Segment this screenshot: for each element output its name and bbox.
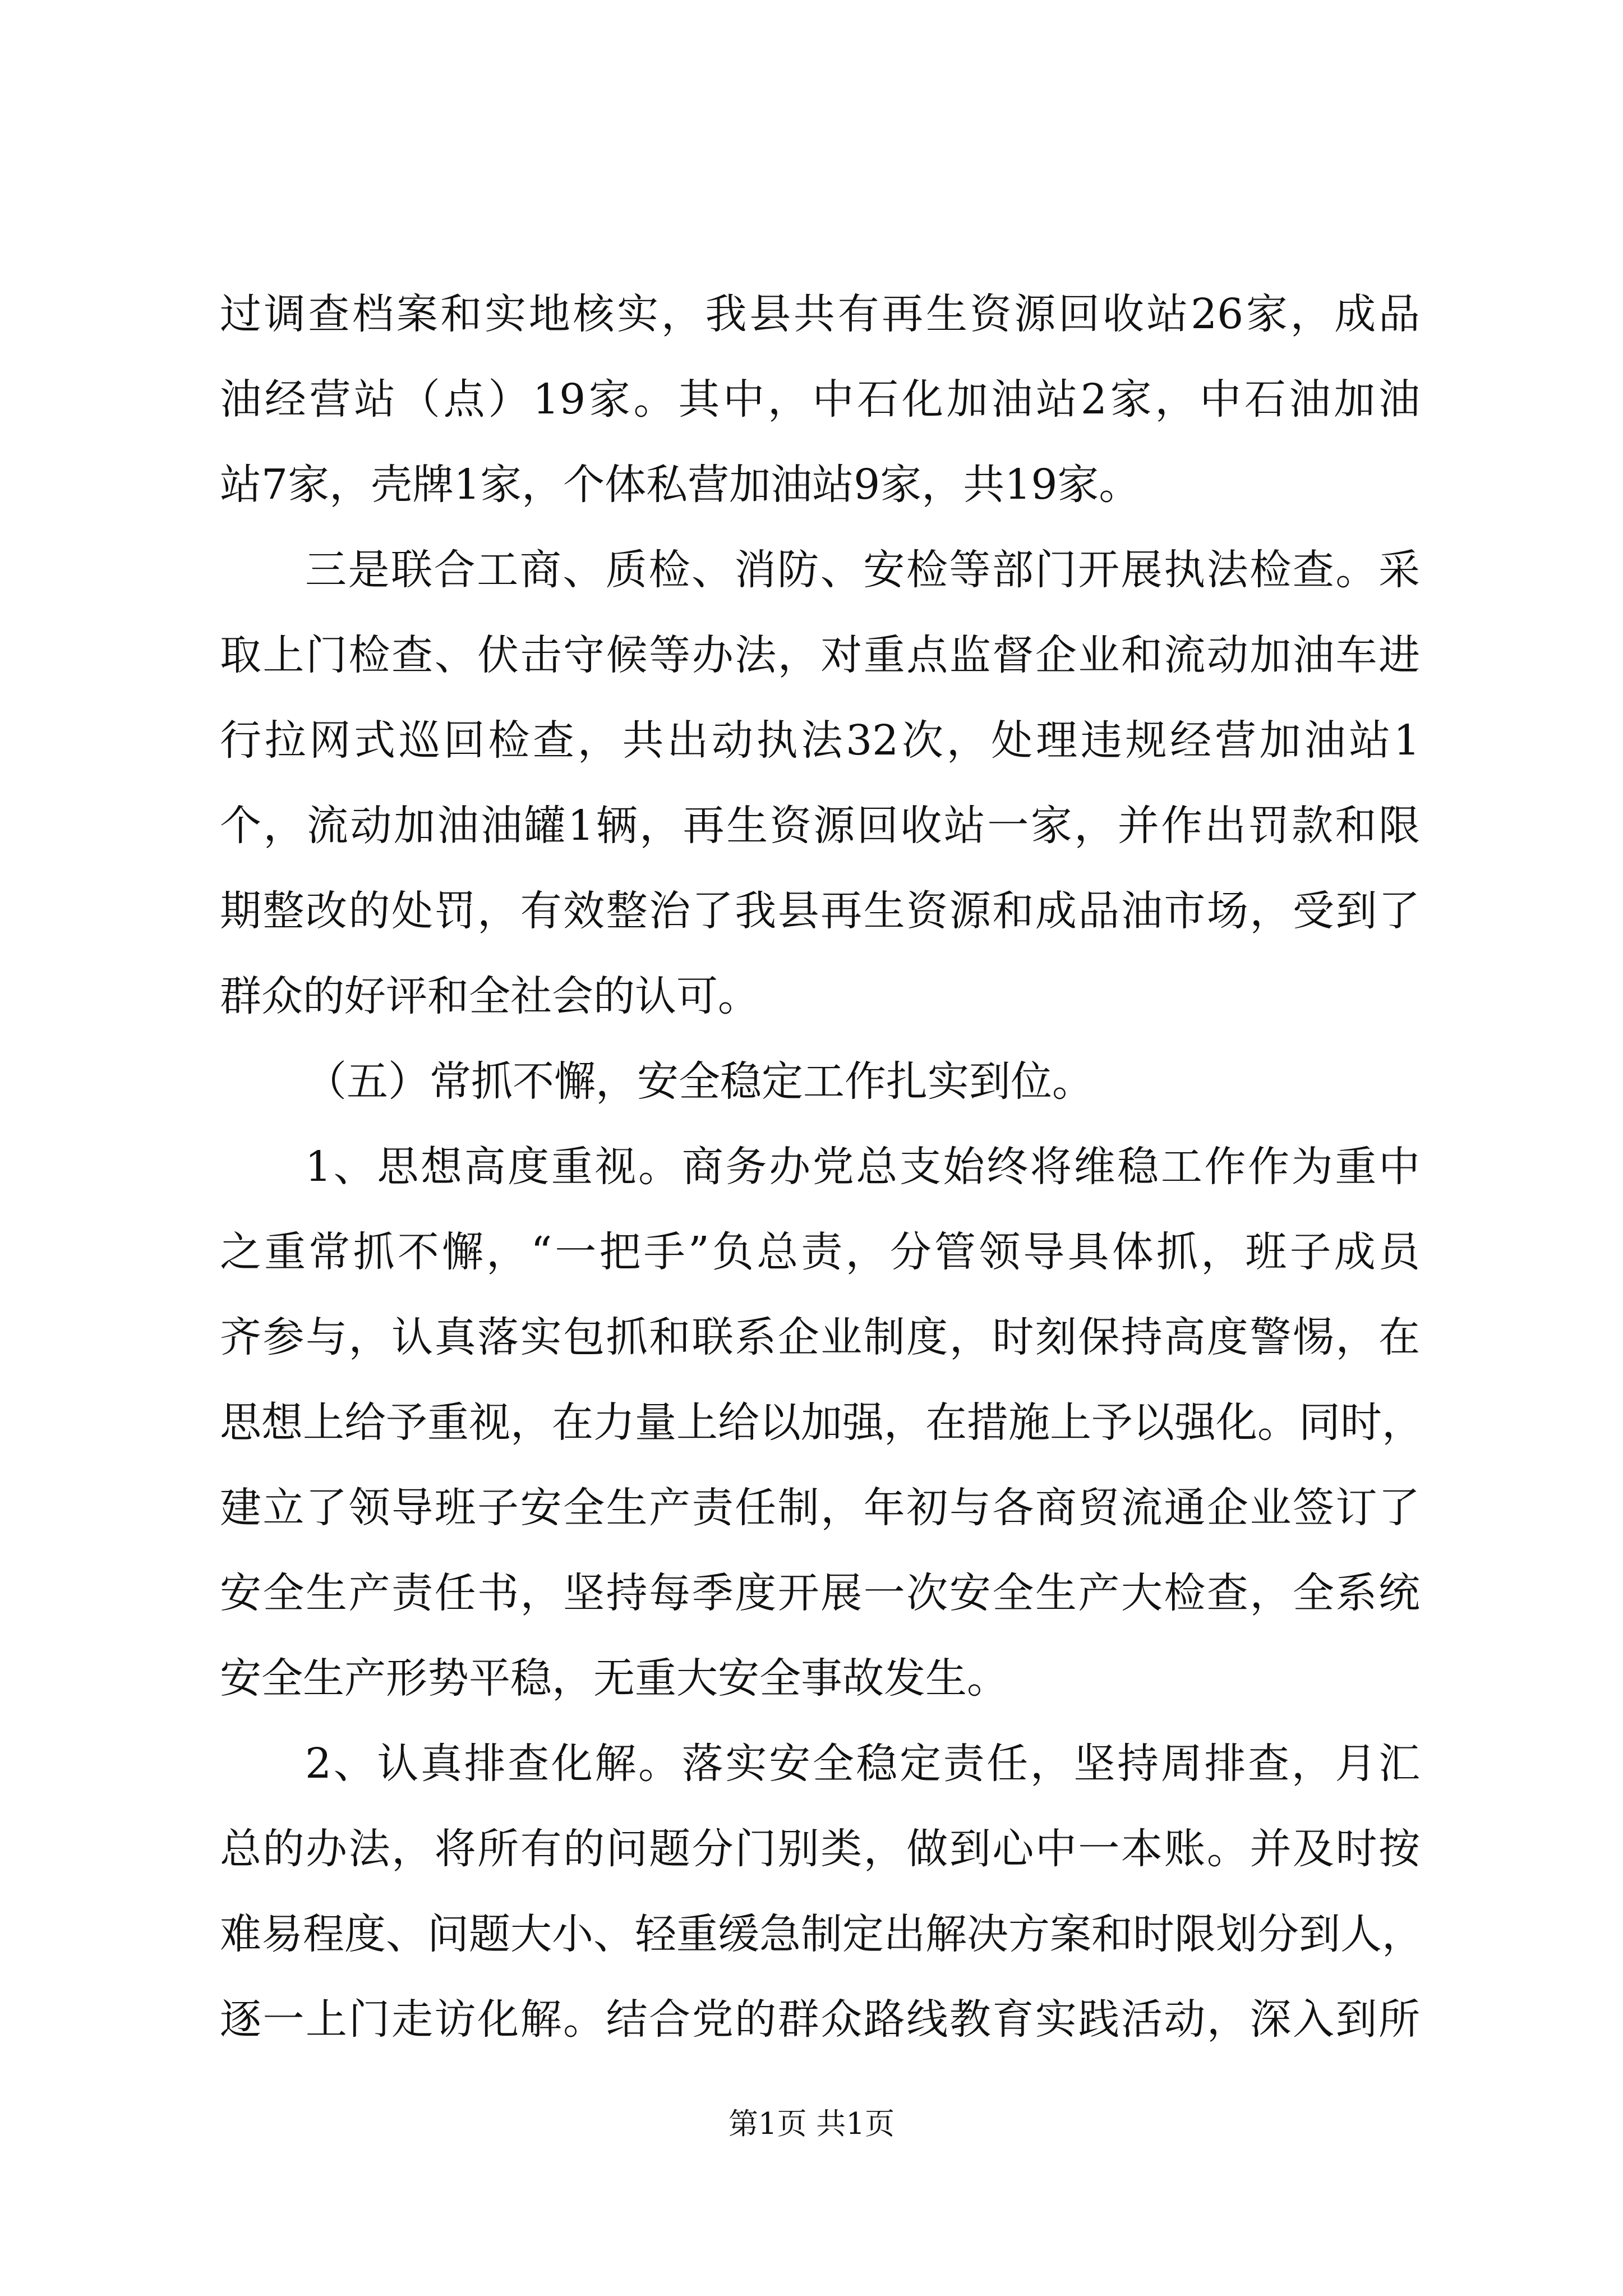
text-line: 油经营站（点）19家。其中，中石化加油站2家，中石油加油 — [220, 375, 1420, 424]
text-line: 齐参与，认真落实包抓和联系企业制度，时刻保持高度警惕，在 — [220, 1313, 1420, 1361]
text-line: 难易程度、问题大小、轻重缓急制定出解决方案和时限划分到人， — [220, 1910, 1423, 1958]
text-line: 过调查档案和实地核实，我县共有再生资源回收站26家，成品 — [220, 290, 1420, 338]
paragraph-start-line: 2、认真排查化解。落实安全稳定责任，坚持周排查，月汇 — [305, 1740, 1420, 1788]
paragraph-start-line: 三是联合工商、质检、消防、安检等部门开展执法检查。采 — [305, 546, 1420, 594]
text-line: 思想上给予重视，在力量上给以加强，在措施上予以强化。同时， — [220, 1398, 1423, 1447]
text-line: 行拉网式巡回检查，共出动执法32次，处理违规经营加油站1 — [220, 716, 1420, 765]
text-line: 取上门检查、伏击守候等办法，对重点监督企业和流动加油车进 — [220, 631, 1420, 679]
text-line: 站7家，壳牌1家，个体私营加油站9家，共19家。 — [220, 461, 1141, 509]
text-line: 安全生产责任书，坚持每季度开展一次安全生产大检查，全系统 — [220, 1569, 1420, 1617]
page-number-footer: 第1页 共1页 — [728, 2107, 895, 2141]
text-line: 个，流动加油油罐1辆，再生资源回收站一家，并作出罚款和限 — [220, 802, 1420, 850]
section-heading: （五）常抓不懈，安全稳定工作扎实到位。 — [305, 1057, 1094, 1106]
text-line: 安全生产形势平稳，无重大安全事故发生。 — [220, 1654, 1008, 1703]
text-line: 逐一上门走访化解。结合党的群众路线教育实践活动，深入到所 — [220, 1995, 1420, 2044]
paragraph-start-line: 1、思想高度重视。商务办党总支始终将维稳工作作为重中 — [305, 1143, 1420, 1191]
text-line: 期整改的处罚，有效整治了我县再生资源和成品油市场，受到了 — [220, 887, 1420, 935]
text-line: 之重常抓不懈，“一把手”负总责，分管领导具体抓，班子成员 — [220, 1228, 1420, 1276]
text-line: 群众的好评和全社会的认可。 — [220, 972, 759, 1020]
text-line: 建立了领导班子安全生产责任制，年初与各商贸流通企业签订了 — [220, 1484, 1420, 1532]
document-body — [220, 283, 1423, 2067]
text-line: 总的办法，将所有的问题分门别类，做到心中一本账。并及时按 — [220, 1825, 1420, 1873]
